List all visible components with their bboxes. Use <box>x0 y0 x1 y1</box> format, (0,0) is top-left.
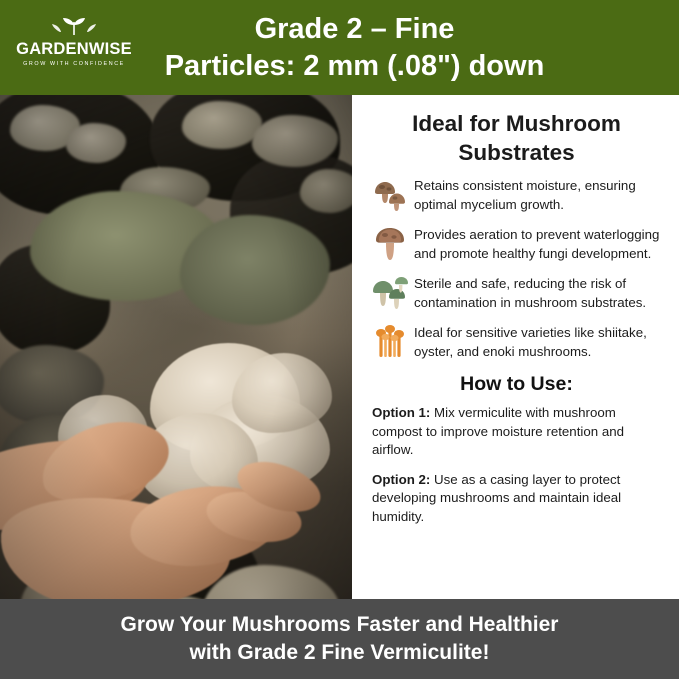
list-item <box>370 226 663 264</box>
list-item-text: Ideal for sensitive varieties like shiitake, oyster, and enoki mushrooms. <box>414 325 647 359</box>
option-1-text: Mix vermiculite with mushroom compost to improve moisture retention and airflow. <box>372 405 625 457</box>
footer-line1: Grow Your Mushrooms Faster and Healthier <box>120 613 559 636</box>
content-heading: Ideal for Mushroom Substrates <box>412 111 621 165</box>
option-1-label: Option 1: <box>372 405 431 420</box>
option-2-text: Use as a casing layer to protect developing mushrooms and maintain ideal humidity. <box>372 471 622 524</box>
footer-banner <box>0 599 679 679</box>
mushroom-photo <box>0 95 352 599</box>
howto-heading: How to Use: <box>460 373 573 395</box>
single-mushroom-icon <box>370 224 410 264</box>
header-banner <box>0 0 679 95</box>
list-item-text: Retains consistent moisture, ensuring optimal mycelium growth. <box>414 178 636 212</box>
page-title-line2: Particles: 2 mm (.08") down <box>164 49 545 82</box>
list-item-text: Sterile and safe, reducing the risk of contamination in mushroom substrates. <box>414 276 647 310</box>
page-title <box>95 11 615 85</box>
list-item <box>370 177 663 215</box>
option-2 <box>370 471 663 527</box>
body-section <box>0 95 679 599</box>
sprout-icon <box>14 16 134 38</box>
footer-line2: with Grade 2 Fine Vermiculite! <box>189 641 490 664</box>
list-item <box>370 275 663 313</box>
brand-name: GARDENWISE <box>16 40 132 58</box>
content-column <box>352 95 679 599</box>
brand-logo <box>14 16 134 67</box>
mushroom-cluster-icon <box>370 273 410 313</box>
enoki-mushrooms-icon <box>370 322 410 362</box>
list-item <box>370 324 663 362</box>
option-1 <box>370 404 663 460</box>
brand-tagline: GROW WITH CONFIDENCE <box>23 61 125 67</box>
page-title-line1: Grade 2 – Fine <box>254 12 455 45</box>
benefits-list <box>370 177 663 362</box>
list-item-text: Provides aeration to prevent waterlogging and promote healthy fungi development. <box>414 227 660 261</box>
footer-text <box>121 611 559 667</box>
two-button-mushrooms-icon <box>370 175 410 215</box>
option-2-label: Option 2: <box>372 471 431 487</box>
